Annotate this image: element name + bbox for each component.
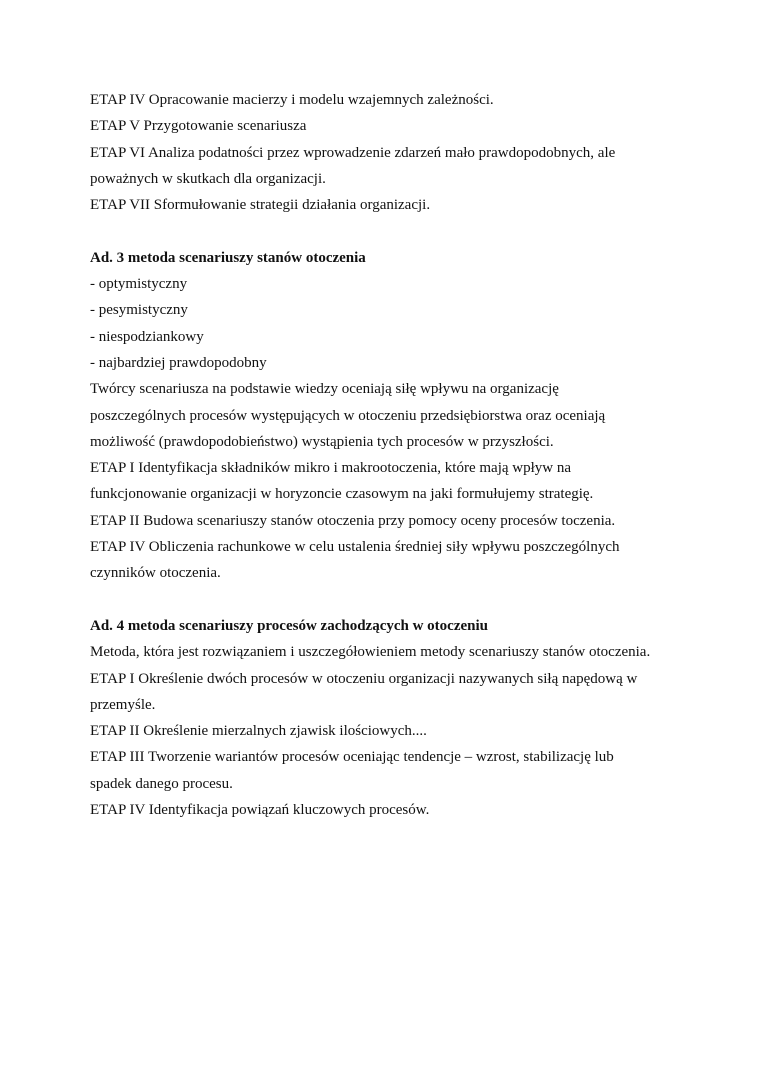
document-body (90, 87, 690, 823)
text-line: funkcjonowanie organizacji w horyzoncie czasowym na jaki formułujemy strategię. (90, 486, 594, 503)
text-line: możliwość (prawdopodobieństwo) wystąpienia tych procesów w przyszłości. (90, 433, 554, 450)
section-4 (90, 613, 690, 823)
list-item: - najbardziej prawdopodobny (90, 354, 267, 371)
text-line: czynników otoczenia. (90, 565, 221, 582)
text-line: ETAP IV Opracowanie macierzy i modelu wzajemnych zależności. (90, 92, 494, 108)
text-line: ETAP II Budowa scenariuszy stanów otoczenia przy pomocy oceny procesów toczenia. (90, 512, 616, 529)
text-line: ETAP II Określenie mierzalnych zjawisk ilościowych.... (90, 723, 427, 740)
text-line: poważnych w skutkach dla organizacji. (90, 170, 326, 187)
text-line: ETAP IV Identyfikacja powiązań kluczowych procesów. (90, 802, 430, 819)
blank-line (90, 218, 690, 244)
text-line: ETAP I Identyfikacja składników mikro i makrootoczenia, które mają wpływ na (90, 460, 572, 477)
text-line: Metoda, która jest rozwiązaniem i uszczegółowieniem metody scenariuszy stanów otoczenia. (90, 644, 651, 661)
text-line: przemyśle. (90, 696, 156, 713)
text-line: ETAP I Określenie dwóch procesów w otoczeniu organizacji nazywanych siłą napędową w (90, 670, 638, 687)
section-4-heading: Ad. 4 metoda scenariuszy procesów zachodzących w otoczeniu (90, 617, 489, 634)
text-line: Twórcy scenariusza na podstawie wiedzy oceniają siłę wpływu na organizację (90, 381, 559, 398)
blank-line (90, 587, 690, 613)
text-line: ETAP VI Analiza podatności przez wprowadzenie zdarzeń mało prawdopodobnych, ale (90, 144, 616, 161)
text-line: ETAP IV Obliczenia rachunkowe w celu ustalenia średniej siły wpływu poszczególnych (90, 539, 620, 556)
text-line: ETAP VII Sformułowanie strategii działania organizacji. (90, 197, 431, 214)
text-line: ETAP III Tworzenie wariantów procesów oceniając tendencje – wzrost, stabilizację lub (90, 749, 614, 766)
text-line: spadek danego procesu. (90, 775, 233, 792)
section-3 (90, 245, 690, 587)
list-item: - niespodziankowy (90, 328, 204, 345)
text-line: ETAP V Przygotowanie scenariusza (90, 118, 307, 135)
section-top (90, 87, 690, 218)
text-line: poszczególnych procesów występujących w otoczeniu przedsiębiorstwa oraz oceniają (90, 407, 606, 424)
section-3-heading: Ad. 3 metoda scenariuszy stanów otoczenia (90, 249, 366, 266)
list-item: - optymistyczny (90, 276, 188, 293)
list-item: - pesymistyczny (90, 302, 188, 319)
